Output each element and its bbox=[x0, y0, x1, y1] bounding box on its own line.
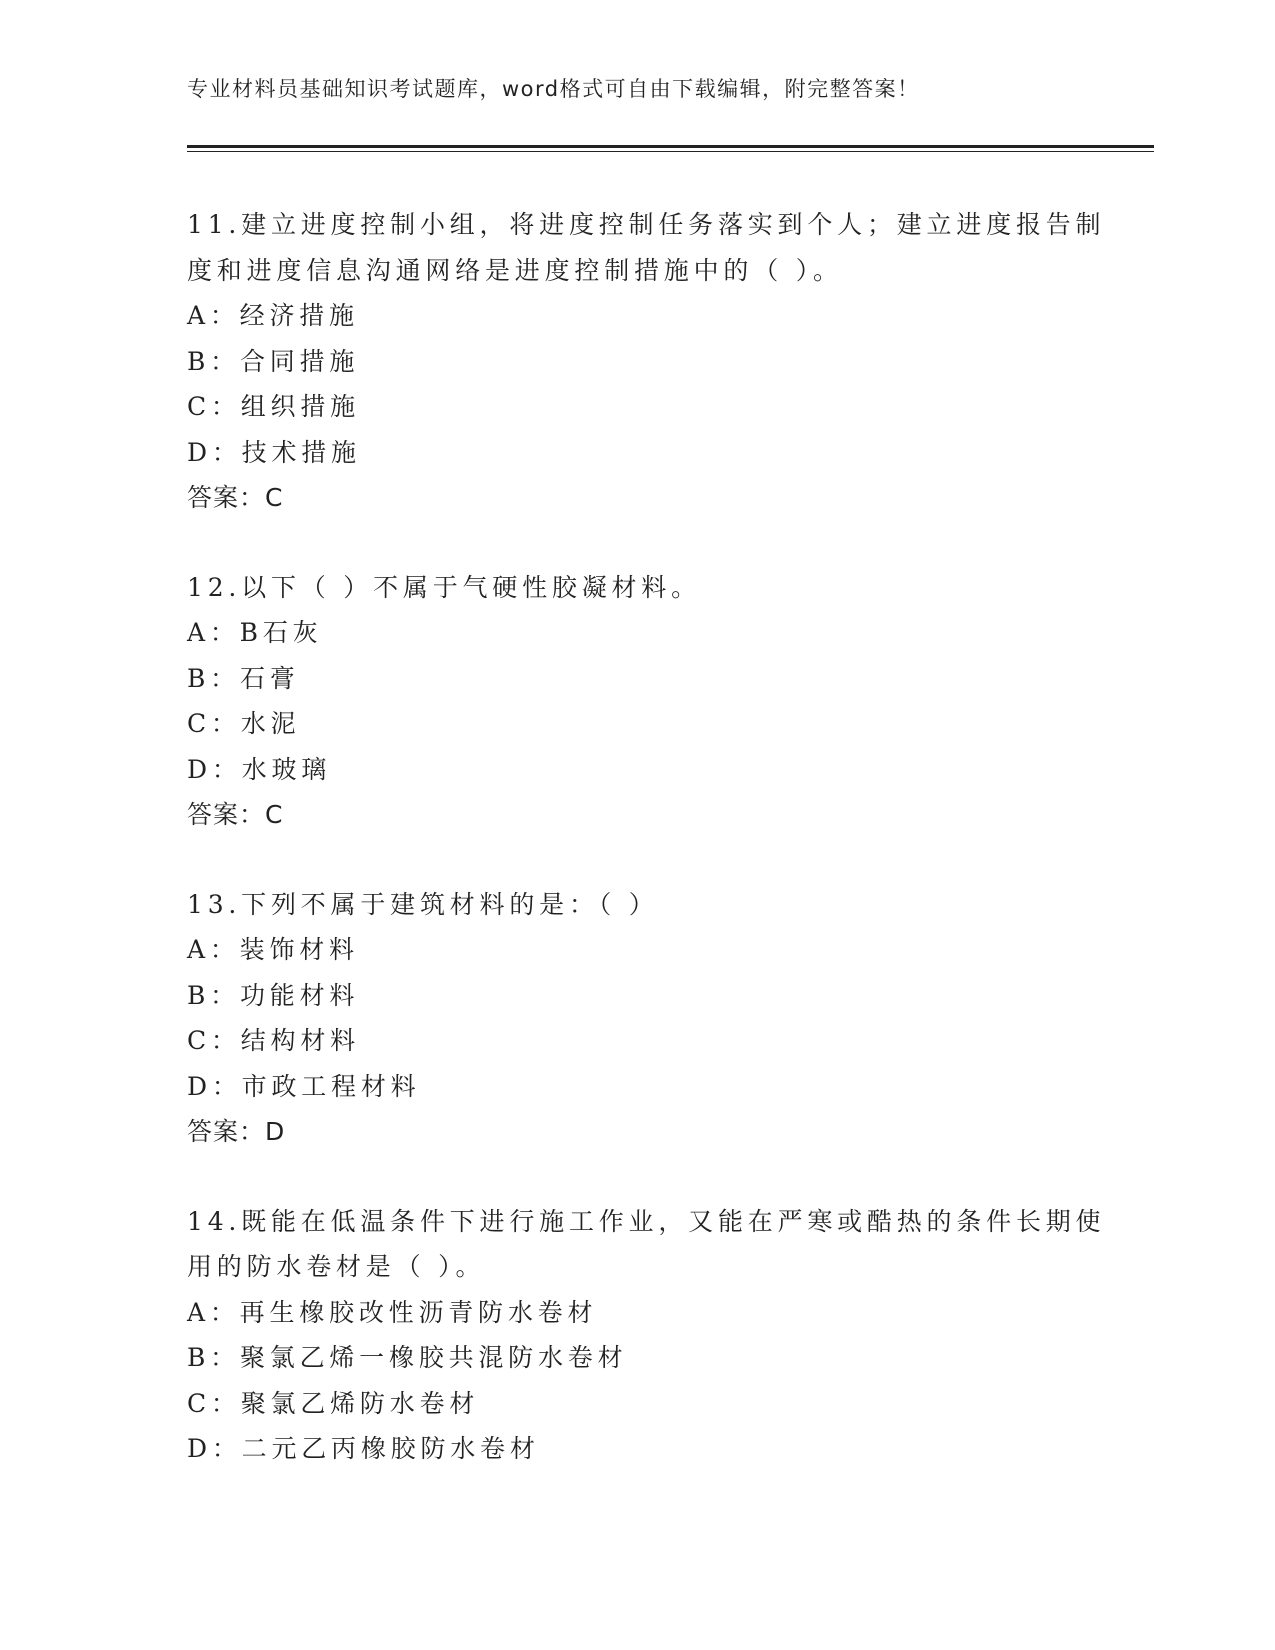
header-divider-thin bbox=[187, 151, 1154, 152]
header-divider-thick bbox=[187, 145, 1154, 148]
option-b: B：聚氯乙烯一橡胶共混防水卷材 bbox=[187, 1343, 628, 1372]
option-a: A：经济措施 bbox=[187, 301, 359, 330]
question-line: 11.建立进度控制小组，将进度控制任务落实到个人；建立进度报告制 bbox=[187, 210, 1106, 239]
question-text bbox=[187, 882, 1087, 928]
option-a: A：装饰材料 bbox=[187, 935, 359, 964]
option-c: C：聚氯乙烯防水卷材 bbox=[187, 1388, 480, 1418]
answer: 答案：C bbox=[187, 483, 284, 512]
option-b: B：合同措施 bbox=[187, 346, 360, 376]
option-d: D：技术措施 bbox=[187, 437, 361, 467]
answer: 答案：D bbox=[187, 1117, 286, 1146]
option-b: B：石膏 bbox=[187, 663, 300, 693]
question-text bbox=[187, 1199, 1106, 1290]
question-line: 12.以下（ ）不属于气硬性胶凝材料。 bbox=[187, 572, 701, 602]
question-list bbox=[187, 202, 1106, 1516]
option-a: A：再生橡胶改性沥青防水卷材 bbox=[187, 1297, 598, 1327]
question-11 bbox=[187, 202, 1106, 521]
question-line: 度和进度信息沟通网络是进度控制措施中的（ ）。 bbox=[187, 255, 843, 285]
option-d: D：二元乙丙橡胶防水卷材 bbox=[187, 1434, 540, 1463]
question-line: 13.下列不属于建筑材料的是：（ ） bbox=[187, 889, 659, 919]
option-b: B：功能材料 bbox=[187, 980, 360, 1010]
option-c: C：结构材料 bbox=[187, 1026, 360, 1055]
option-a: A：B石灰 bbox=[187, 618, 323, 647]
question-12 bbox=[187, 565, 1087, 838]
answer: 答案：C bbox=[187, 800, 284, 829]
option-d: D：市政工程材料 bbox=[187, 1071, 421, 1101]
page-header: 专业材料员基础知识考试题库，word格式可自由下载编辑，附完整答案！ bbox=[187, 77, 920, 101]
option-d: D：水玻璃 bbox=[187, 754, 332, 784]
question-line: 用的防水卷材是（ ）。 bbox=[187, 1252, 486, 1281]
option-c: C：组织措施 bbox=[187, 392, 360, 421]
question-13 bbox=[187, 882, 1087, 1155]
question-text bbox=[187, 565, 1087, 611]
question-line: 14.既能在低温条件下进行施工作业，又能在严寒或酷热的条件长期使 bbox=[187, 1206, 1106, 1236]
option-c: C：水泥 bbox=[187, 709, 301, 738]
question-text bbox=[187, 202, 1106, 293]
question-14 bbox=[187, 1199, 1106, 1472]
